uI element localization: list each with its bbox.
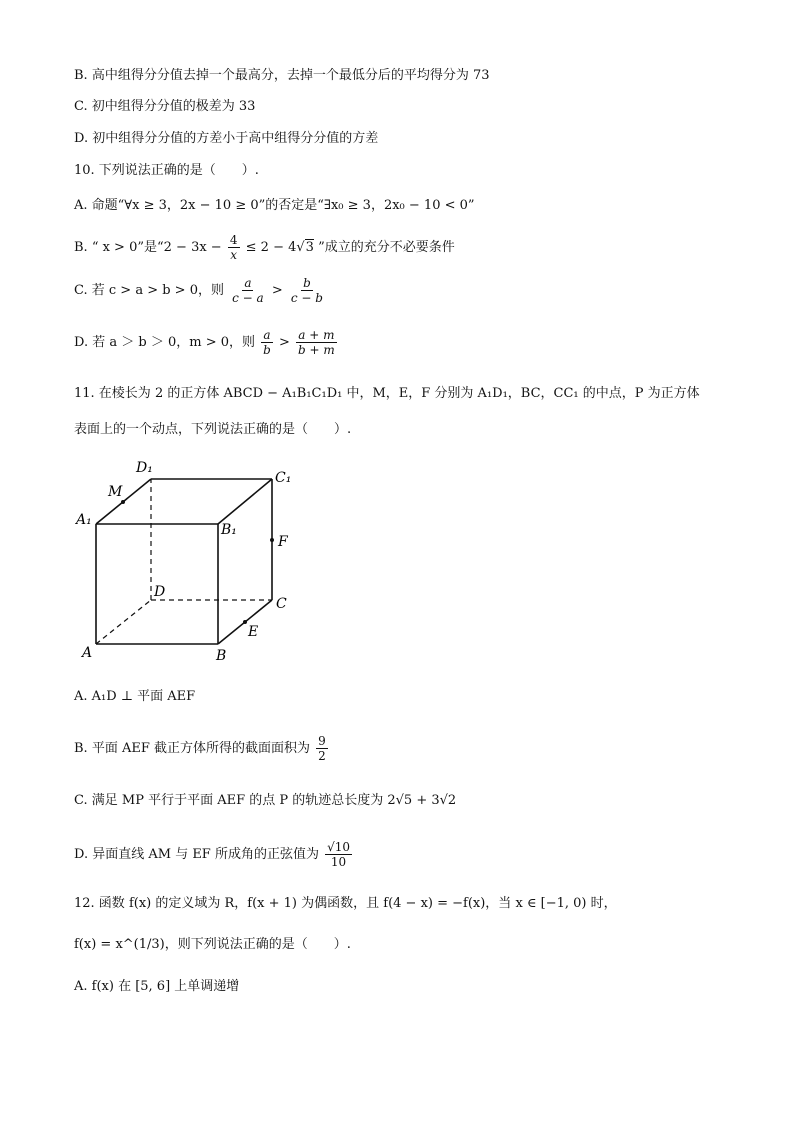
q11b-denominator: 2 [318,749,326,763]
q10b-middle: ≤ 2 − 4 [245,240,297,255]
label-d: D [154,584,166,600]
point-m [121,500,125,504]
q9-option-c: C. 初中组得分分值的极差为 33 [74,99,256,114]
q11d-numerator: √10 [327,840,351,854]
q9-option-b: B. 高中组得分分值去掉一个最高分，去掉一个最低分后的平均得分为 73 [74,68,490,83]
q10-option-d [74,328,339,357]
q10-option-c [74,276,327,305]
q10c-fraction-left [230,276,266,305]
q10-stem: 10. 下列说法正确的是（ ）. [74,163,259,178]
q10d-den-left: b [263,343,271,357]
q11d-fraction [325,840,352,869]
edge-a-d-hidden [96,600,151,644]
point-f [270,538,274,542]
q10d-fraction-right [296,328,337,357]
q10b-numerator: 4 [229,233,238,247]
q11d-denominator: 10 [330,855,347,869]
q11-option-a: A. A₁D ⊥ 平面 AEF [74,689,196,704]
label-c: C [276,596,287,612]
q10c-den-left: c − a [232,291,264,305]
q11b-fraction [316,734,328,763]
q9-option-d: D. 初中组得分分值的方差小于高中组得分分值的方差 [74,131,379,146]
q10c-den-right: c − b [290,291,323,305]
q10d-prefix: D. 若 a ＞ b ＞ 0，m > 0，则 [74,335,255,350]
q10b-radicand: 3 [305,240,314,255]
q11-option-b [74,734,330,763]
q10b-denominator: x [230,248,238,262]
q11b-numerator: 9 [318,734,326,748]
cube-diagram [70,452,310,667]
q12-option-a: A. f(x) 在 [5, 6] 上单调递增 [74,979,240,994]
label-b: B [216,648,227,664]
label-e: E [248,624,259,640]
sqrt-sign-icon: √ [296,240,305,255]
q11b-prefix: B. 平面 AEF 截正方体所得的截面面积为 [74,741,310,756]
q10b-suffix: ”成立的充分不必要条件 [318,240,455,255]
q10b-fraction [228,233,240,262]
edge-b1-c1 [218,479,272,524]
q11-option-c: C. 满足 MP 平行于平面 AEF 的点 P 的轨迹总长度为 2√5 + 3√2 [74,793,457,808]
label-a1: A₁ [76,512,92,528]
label-m: M [108,484,123,500]
q12-stem-line2: f(x) = x^(1/3)，则下列说法正确的是（ ）. [74,937,351,952]
q11-stem-line1: 11. 在棱长为 2 的正方体 ABCD − A₁B₁C₁D₁ 中，M，E，F 分别为 A₁D₁，BC，CC₁ 的中点，P 为正方体 [74,386,700,401]
q10c-num-right: b [303,276,311,290]
q10c-prefix: C. 若 c > a > b > 0，则 [74,283,224,298]
q12-stem-line1: 12. 函数 f(x) 的定义域为 R，f(x + 1) 为偶函数，且 f(4 − x) = −f(x)，当 x ∈ [−1, 0) 时， [74,896,617,911]
q11-stem-line2: 表面上的一个动点，下列说法正确的是（ ）. [74,422,352,437]
q11-option-d [74,840,354,869]
q10d-fraction-left [261,328,273,357]
q11d-prefix: D. 异面直线 AM 与 EF 所成角的正弦值为 [74,847,319,862]
q10d-greater: > [278,335,290,350]
q10d-num-left: a [263,328,271,342]
q10d-den-right: b + m [298,343,335,357]
label-d1: D₁ [136,460,153,476]
label-c1: C₁ [275,470,292,486]
q10c-fraction-right [289,276,325,305]
q10c-num-left: a [244,276,252,290]
label-a: A [82,645,93,661]
label-b1: B₁ [221,522,237,538]
q10-option-a: A. 命题“∀x ≥ 3，2x − 10 ≥ 0”的否定是“∃x₀ ≥ 3，2x₀ − 10 < 0” [74,198,475,213]
label-f: F [278,534,288,550]
point-e [243,620,247,624]
q10b-prefix: B. “ x > 0”是“2 − 3x − [74,240,222,255]
q10c-greater: > [271,283,283,298]
q10-option-b [74,233,455,262]
q10d-num-right: a + m [298,328,335,342]
